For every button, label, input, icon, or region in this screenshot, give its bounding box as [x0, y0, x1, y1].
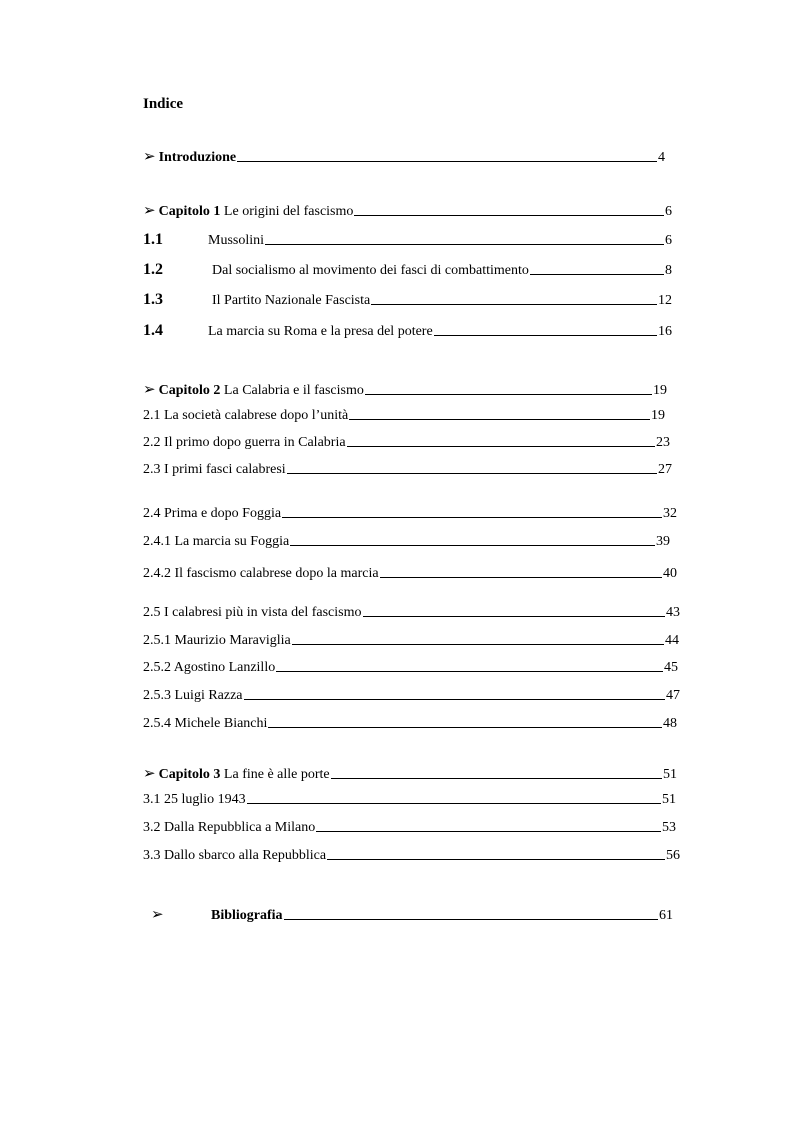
toc-entry-2-5-3[interactable] [143, 688, 680, 704]
entry-label: 3.2 Dalla Repubblica a Milano [143, 820, 316, 835]
leader-line [292, 644, 664, 645]
leader-line [316, 831, 661, 832]
entry-label: Dal socialismo al movimento dei fasci di combattimento [212, 263, 529, 278]
entry-label: 3.3 Dallo sbarco alla Repubblica [143, 848, 327, 863]
entry-label: Le origini del fascismo [220, 204, 354, 219]
entry-page: 8 [665, 263, 672, 278]
toc-entry-3-2[interactable] [143, 820, 676, 836]
entry-page: 61 [659, 908, 673, 923]
leader-line [282, 517, 662, 518]
leader-line [287, 473, 657, 474]
toc-title: Indice [143, 96, 184, 112]
entry-label-bold: Capitolo 2 [158, 383, 221, 398]
entry-label: 3.1 25 luglio 1943 [143, 792, 246, 807]
entry-page: 48 [663, 716, 677, 731]
entry-page: 4 [658, 150, 665, 165]
entry-page: 39 [656, 534, 670, 549]
arrow-bullet-icon: ➢ [143, 766, 156, 782]
toc-entry-2-4-2[interactable] [143, 566, 677, 582]
toc-entry-introduzione[interactable] [143, 147, 665, 166]
entry-label-bold: Capitolo 3 [158, 767, 221, 782]
toc-entry-3-1[interactable] [143, 792, 676, 808]
toc-entry-bibliografia[interactable] [151, 905, 673, 924]
entry-number: 1.4 [143, 322, 163, 339]
toc-entry-2-4-1[interactable] [143, 534, 670, 550]
entry-page: 32 [663, 506, 677, 521]
entry-label: 2.4 Prima e dopo Foggia [143, 506, 282, 521]
leader-line [290, 545, 655, 546]
leader-line [371, 304, 657, 305]
leader-line [284, 919, 658, 920]
leader-line [434, 335, 657, 336]
entry-label: 2.2 Il primo dopo guerra in Calabria [143, 435, 346, 450]
entry-label: La fine è alle porte [220, 767, 330, 782]
entry-page: 19 [653, 383, 667, 398]
arrow-bullet-icon: ➢ [143, 382, 156, 398]
toc-entry-1-3[interactable] [143, 291, 672, 309]
entry-page: 27 [658, 462, 672, 477]
entry-number: 1.2 [143, 261, 163, 278]
leader-line [363, 616, 666, 617]
entry-label-bold: Bibliografia [211, 908, 283, 923]
entry-page: 19 [651, 408, 665, 423]
leader-line [276, 671, 663, 672]
leader-line [354, 215, 664, 216]
leader-line [244, 699, 665, 700]
entry-label: 2.1 La società calabrese dopo l’unità [143, 408, 349, 423]
entry-label: La Calabria e il fascismo [220, 383, 364, 398]
toc-entry-2-5[interactable] [143, 605, 680, 621]
entry-label: La marcia su Roma e la presa del potere [208, 324, 433, 339]
leader-line [327, 859, 665, 860]
toc-entry-1-1[interactable] [143, 231, 672, 249]
entry-page: 51 [663, 767, 677, 782]
toc-entry-2-5-4[interactable] [143, 716, 677, 732]
entry-label-bold: Introduzione [158, 150, 237, 165]
toc-entry-capitolo-3[interactable] [143, 764, 677, 783]
leader-line [530, 274, 664, 275]
leader-line [347, 446, 655, 447]
entry-number: 1.1 [143, 231, 163, 248]
entry-label: 2.5 I calabresi più in vista del fascismo [143, 605, 362, 620]
arrow-bullet-icon: ➢ [143, 203, 156, 219]
entry-page: 6 [665, 233, 672, 248]
entry-number: 1.3 [143, 291, 163, 308]
entry-label: 2.4.1 La marcia su Foggia [143, 534, 290, 549]
entry-label: 2.4.2 Il fascismo calabrese dopo la marcia [143, 566, 379, 581]
entry-page: 51 [662, 792, 676, 807]
entry-label: 2.5.1 Maurizio Maraviglia [143, 633, 291, 648]
entry-page: 12 [658, 293, 672, 308]
leader-line [237, 161, 657, 162]
entry-page: 47 [666, 688, 680, 703]
toc-entry-1-2[interactable] [143, 261, 672, 279]
leader-line [349, 419, 650, 420]
entry-page: 40 [663, 566, 677, 581]
toc-entry-2-2[interactable] [143, 435, 670, 451]
leader-line [268, 727, 662, 728]
toc-entry-1-4[interactable] [143, 322, 672, 340]
entry-page: 44 [665, 633, 679, 648]
entry-label: 2.5.2 Agostino Lanzillo [143, 660, 276, 675]
toc-entry-capitolo-1[interactable] [143, 201, 672, 220]
arrow-bullet-icon: ➢ [143, 149, 156, 165]
toc-entry-2-3[interactable] [143, 462, 672, 478]
entry-page: 53 [662, 820, 676, 835]
leader-line [331, 778, 662, 779]
entry-label-bold: Capitolo 1 [158, 204, 221, 219]
toc-entry-capitolo-2[interactable] [143, 380, 667, 399]
entry-label: 2.5.4 Michele Bianchi [143, 716, 268, 731]
entry-label: Il Partito Nazionale Fascista [212, 293, 371, 308]
toc-entry-2-5-1[interactable] [143, 633, 679, 649]
toc-entry-2-1[interactable] [143, 408, 665, 424]
entry-page: 23 [656, 435, 670, 450]
entry-page: 45 [664, 660, 678, 675]
leader-line [247, 803, 661, 804]
entry-page: 56 [666, 848, 680, 863]
leader-line [365, 394, 652, 395]
entry-page: 43 [666, 605, 680, 620]
entry-page: 16 [658, 324, 672, 339]
entry-page: 6 [665, 204, 672, 219]
toc-entry-2-4[interactable] [143, 506, 677, 522]
toc-entry-3-3[interactable] [143, 848, 680, 864]
entry-label: Mussolini [208, 233, 265, 248]
entry-label: 2.5.3 Luigi Razza [143, 688, 243, 703]
toc-entry-2-5-2[interactable] [143, 660, 678, 676]
leader-line [265, 244, 664, 245]
arrow-bullet-icon: ➢ [151, 907, 164, 923]
leader-line [380, 577, 662, 578]
entry-label: 2.3 I primi fasci calabresi [143, 462, 286, 477]
